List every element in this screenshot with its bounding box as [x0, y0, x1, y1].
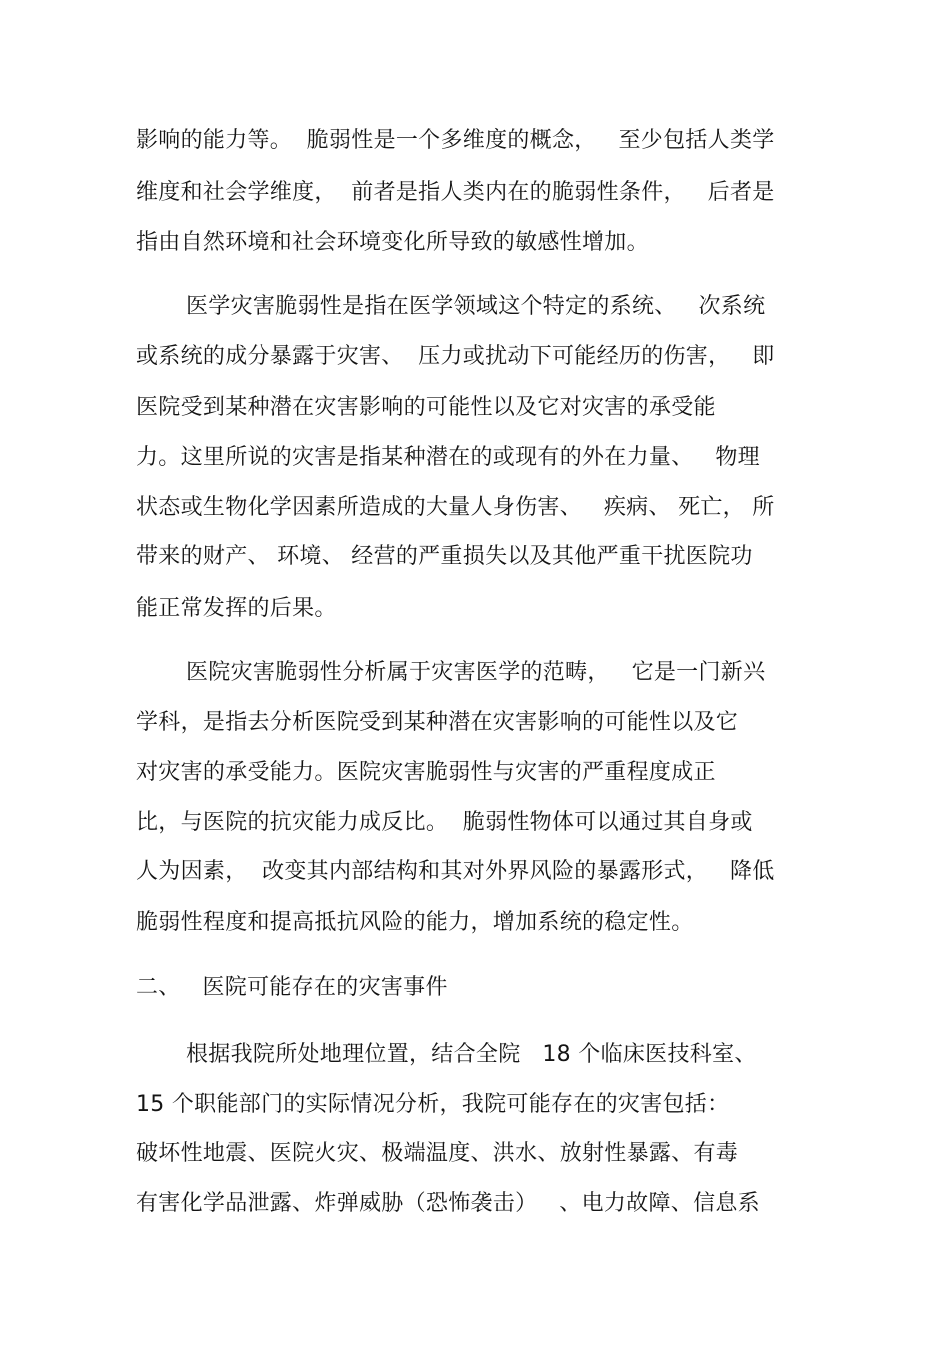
text-line: 带来的财产、 环境、 经营的严重损失以及其他严重干扰医院功 — [136, 544, 753, 569]
text-line: 破坏性地震、医院火灾、极端温度、洪水、放射性暴露、有毒 — [136, 1141, 739, 1166]
text-line: 15 个职能部门的实际情况分析，我院可能存在的灾害包括： — [136, 1092, 730, 1117]
text-line: 维度和社会学维度， 前者是指人类内在的脆弱性条件， 后者是 — [136, 180, 775, 205]
text-line: 医学灾害脆弱性是指在医学领域这个特定的系统、 次系统 — [186, 294, 766, 319]
text-line: 人为因素， 改变其内部结构和其对外界风险的暴露形式， 降低 — [136, 859, 775, 884]
text-line: 比，与医院的抗灾能力成反比。 脆弱性物体可以通过其自身或 — [136, 810, 753, 835]
text-line: 状态或生物化学因素所造成的大量人身伤害、 疾病、 死亡， 所 — [136, 495, 775, 520]
text-line: 脆弱性程度和提高抵抗风险的能力，增加系统的稳定性。 — [136, 910, 694, 935]
text-line: 医院受到某种潜在灾害影响的可能性以及它对灾害的承受能 — [136, 395, 716, 420]
text-line: 力。这里所说的灾害是指某种潜在的或现有的外在力量、 物理 — [136, 445, 760, 470]
section-heading: 二、 医院可能存在的灾害事件 — [136, 975, 448, 1000]
text-line: 或系统的成分暴露于灾害、 压力或扰动下可能经历的伤害， 即 — [136, 344, 775, 369]
text-line: 根据我院所处地理位置，结合全院 18 个临床医技科室、 — [186, 1042, 757, 1067]
text-line: 影响的能力等。 脆弱性是一个多维度的概念， 至少包括人类学 — [136, 128, 775, 153]
text-line: 能正常发挥的后果。 — [136, 596, 337, 621]
text-line: 医院灾害脆弱性分析属于灾害医学的范畴， 它是一门新兴 — [186, 660, 766, 685]
text-line: 有害化学品泄露、炸弹威胁（恐怖袭击） 、电力故障、信息系 — [136, 1191, 760, 1216]
text-line: 对灾害的承受能力。医院灾害脆弱性与灾害的严重程度成正 — [136, 760, 716, 785]
text-line: 指由自然环境和社会环境变化所导致的敏感性增加。 — [136, 230, 649, 255]
text-line: 学科，是指去分析医院受到某种潜在灾害影响的可能性以及它 — [136, 710, 739, 735]
